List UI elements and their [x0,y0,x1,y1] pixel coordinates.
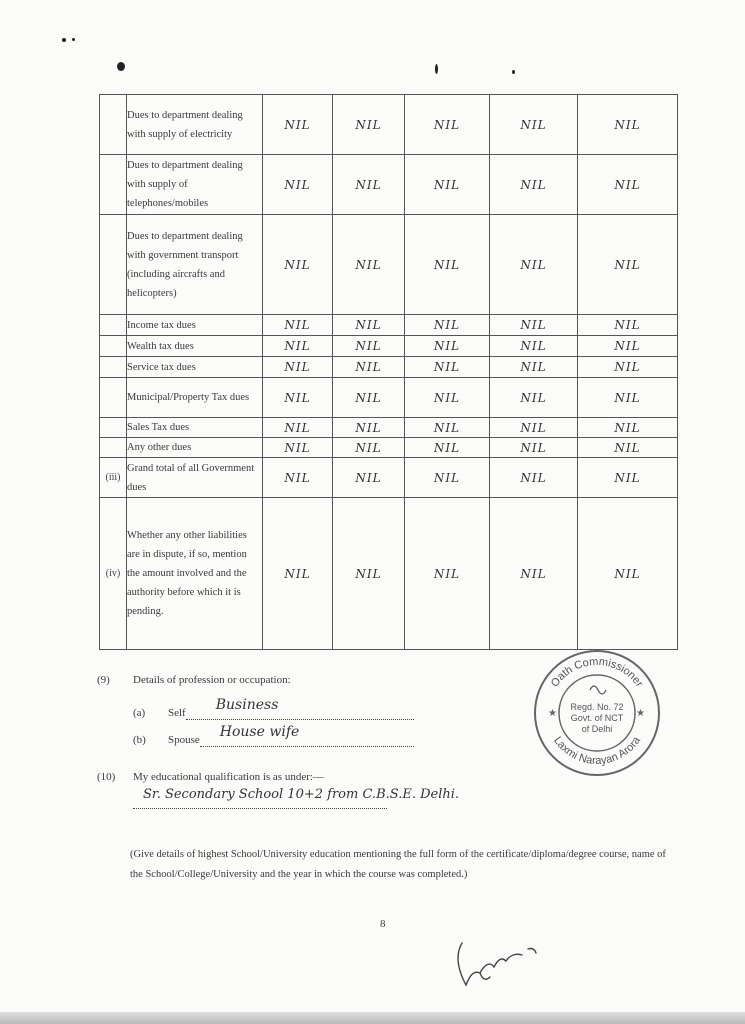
row-value: NIL [578,155,678,215]
row-value: NIL [405,95,490,155]
row-value: NIL [490,336,578,357]
row-value: NIL [578,215,678,315]
row-value: NIL [578,315,678,336]
row-value: NIL [490,378,578,418]
row-number [100,438,127,458]
row-value: NIL [333,357,405,378]
row-value: NIL [405,378,490,418]
row-label: Any other dues [127,438,263,458]
row-value: NIL [490,418,578,438]
oath-commissioner-stamp [532,648,662,778]
self-field [168,697,414,720]
dues-row [100,336,678,357]
education-value: Sr. Secondary School 10+2 from C.B.S.E. Delhi. [143,787,460,802]
row-value: NIL [263,438,333,458]
scan-speck [512,70,515,74]
dues-row [100,458,678,498]
scan-speck [117,62,125,71]
section-9-title: Details of profession or occupation: [133,674,291,686]
row-value: NIL [405,155,490,215]
row-value: NIL [405,438,490,458]
row-value: NIL [578,378,678,418]
row-label: Sales Tax dues [127,418,263,438]
dues-row [100,215,678,315]
dues-row [100,418,678,438]
dues-row [100,378,678,418]
row-value: NIL [263,498,333,650]
dues-row [100,95,678,155]
row-value: NIL [263,458,333,498]
row-value: NIL [263,418,333,438]
row-value: NIL [405,458,490,498]
row-value: NIL [490,215,578,315]
row-number [100,357,127,378]
stamp-bottom-text: Laxmi Narayan Arora [551,734,643,768]
row-value: NIL [333,155,405,215]
stamp-top-text: Oath Commissioner [548,655,646,690]
row-label: Grand total of all Government dues [127,458,263,498]
spouse-value: House wife [219,724,300,740]
dues-row [100,438,678,458]
section-10-number: (10) [97,771,116,783]
row-value: NIL [490,315,578,336]
row-label: Whether any other liabilities are in dispute, if so, mention the amount involved and the authority before which it is pending. [127,498,263,650]
education-note: (Give details of highest School/University education mentioning the full form of the certificate/diploma/degree course, name of the School/College/University and the year in which the course was completed.) [130,849,666,880]
dues-row [100,315,678,336]
row-value: NIL [333,498,405,650]
stamp-star-icon: ★ [548,708,557,719]
dues-row [100,155,678,215]
dues-row [100,357,678,378]
spouse-field [168,724,414,747]
row-value: NIL [263,215,333,315]
self-label-letter: (a) [133,707,146,719]
row-number [100,378,127,418]
row-value: NIL [405,498,490,650]
row-value: NIL [333,315,405,336]
row-value: NIL [263,155,333,215]
row-value: NIL [263,378,333,418]
row-value: NIL [333,438,405,458]
row-value: NIL [490,498,578,650]
row-value: NIL [578,458,678,498]
spouse-label-letter: (b) [133,734,146,746]
row-value: NIL [578,357,678,378]
row-value: NIL [405,215,490,315]
scan-edge [0,1012,745,1024]
row-number [100,95,127,155]
row-label: Dues to department dealing with supply of telephones/mobiles [127,155,263,215]
row-value: NIL [263,315,333,336]
scan-speck [435,64,438,74]
stamp-line-1: Regd. No. 72 [570,702,624,712]
row-value: NIL [490,95,578,155]
row-label: Wealth tax dues [127,336,263,357]
row-value: NIL [263,336,333,357]
row-number: (iv) [100,498,127,650]
section-9-number: (9) [97,674,110,686]
row-number [100,418,127,438]
row-value: NIL [578,336,678,357]
row-label: Municipal/Property Tax dues [127,378,263,418]
stamp-star-icon: ★ [636,708,645,719]
spouse-label: Spouse [168,734,200,746]
row-number [100,336,127,357]
dues-table [99,94,678,650]
stamp-line-2: Govt. of NCT [570,713,624,723]
stamp-initials-icon [590,686,606,694]
row-value: NIL [333,336,405,357]
scan-speck [62,38,66,42]
scan-speck [72,38,75,41]
section-10-title: My educational qualification is as under:— [133,771,324,783]
row-value: NIL [333,458,405,498]
row-label: Income tax dues [127,315,263,336]
row-value: NIL [578,438,678,458]
dues-row [100,498,678,650]
handwritten-signature [440,935,550,995]
row-number [100,215,127,315]
row-value: NIL [333,215,405,315]
row-value: NIL [333,95,405,155]
row-label: Dues to department dealing with government transport (including aircrafts and helicopters) [127,215,263,315]
row-value: NIL [263,95,333,155]
row-number: (iii) [100,458,127,498]
self-label: Self [168,707,186,719]
row-number [100,315,127,336]
row-value: NIL [578,498,678,650]
stamp-line-3: of Delhi [581,724,613,734]
page-number: 8 [380,918,386,930]
row-value: NIL [405,336,490,357]
row-value: NIL [578,95,678,155]
row-value: NIL [490,438,578,458]
row-number [100,155,127,215]
row-value: NIL [490,458,578,498]
education-field [133,787,460,809]
row-value: NIL [490,357,578,378]
row-value: NIL [333,418,405,438]
row-value: NIL [333,378,405,418]
row-value: NIL [490,155,578,215]
row-value: NIL [263,357,333,378]
row-value: NIL [405,315,490,336]
row-label: Dues to department dealing with supply of electricity [127,95,263,155]
row-value: NIL [405,418,490,438]
row-label: Service tax dues [127,357,263,378]
row-value: NIL [578,418,678,438]
row-value: NIL [405,357,490,378]
self-value: Business [215,697,279,713]
